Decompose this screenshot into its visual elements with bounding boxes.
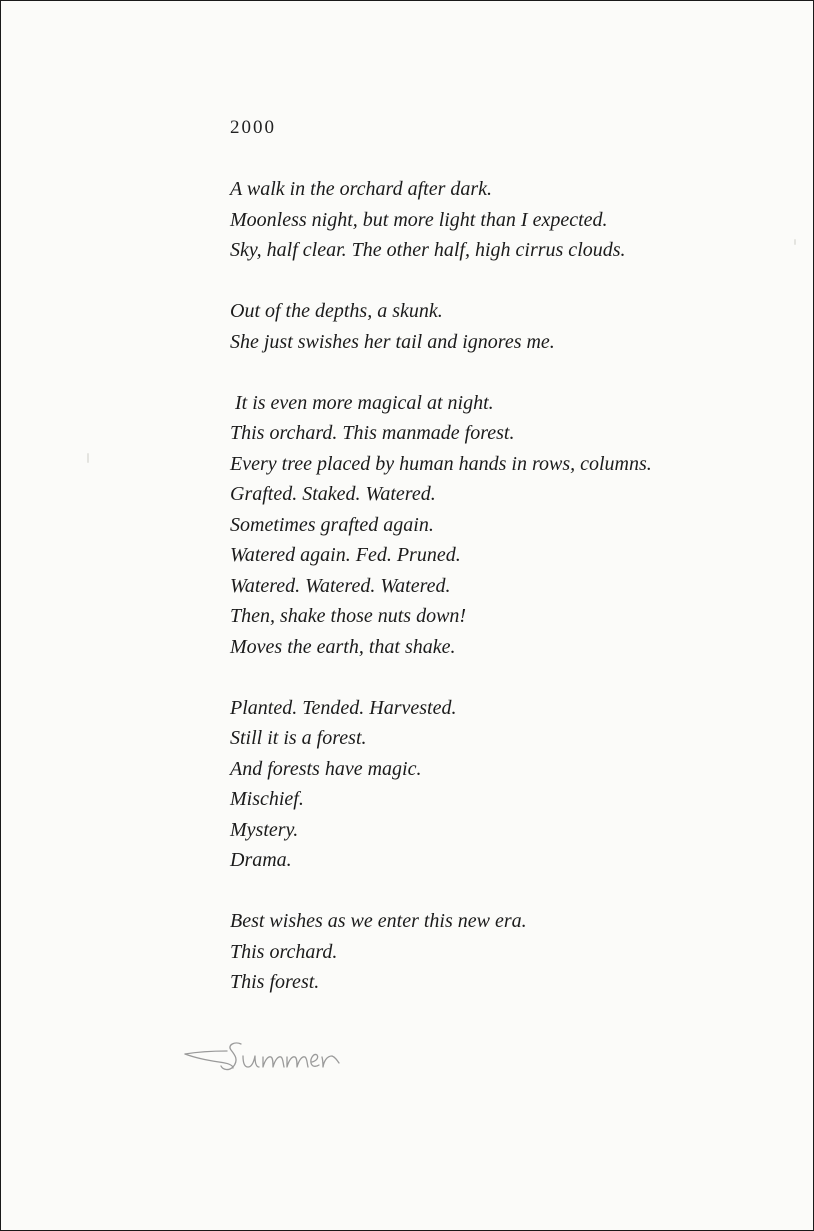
poem (230, 113, 790, 1028)
stanza-3 (230, 388, 790, 663)
poem-line: Drama. (230, 849, 292, 871)
stanza-2 (230, 296, 790, 357)
signature (183, 1036, 348, 1081)
poem-line: Sky, half clear. The other half, high cirrus clouds. (230, 239, 626, 261)
poem-line: Every tree placed by human hands in rows, columns. (230, 452, 652, 475)
poem-title: 2000 (230, 117, 276, 138)
poem-line: This forest. (230, 971, 320, 993)
poem-line: This orchard. (230, 940, 338, 963)
stanza-4 (230, 693, 790, 876)
poem-line: Mischief. (230, 788, 304, 810)
poem-line: A walk in the orchard after dark. (230, 178, 493, 200)
poem-line: Moonless night, but more light than I expected. (230, 208, 608, 231)
poem-line: Grafted. Staked. Watered. (230, 483, 436, 505)
signature-drawing (183, 1036, 348, 1081)
poem-line: Mystery. (230, 818, 299, 841)
paper-speck (87, 453, 89, 463)
stanza-5 (230, 906, 790, 998)
poem-line: Planted. Tended. Harvested. (230, 696, 457, 719)
poem-line: And forests have magic. (230, 757, 422, 780)
poem-line: Sometimes grafted again. (230, 513, 434, 536)
poem-line: Watered. Watered. Watered. (230, 574, 451, 597)
poem-line: She just swishes her tail and ignores me. (230, 330, 555, 353)
poem-line: Out of the depths, a skunk. (230, 300, 443, 322)
poem-line: Moves the earth, that shake. (230, 635, 456, 658)
poem-line: Still it is a forest. (230, 727, 367, 749)
poem-line: Watered again. Fed. Pruned. (230, 544, 461, 566)
poem-line: It is even more magical at night. (230, 391, 494, 414)
poem-line: Then, shake those nuts down! (230, 605, 467, 627)
poem-line: Best wishes as we enter this new era. (230, 910, 527, 932)
stanza-1 (230, 174, 790, 266)
paper-speck (794, 239, 796, 245)
poem-line: This orchard. This manmade forest. (230, 422, 515, 444)
